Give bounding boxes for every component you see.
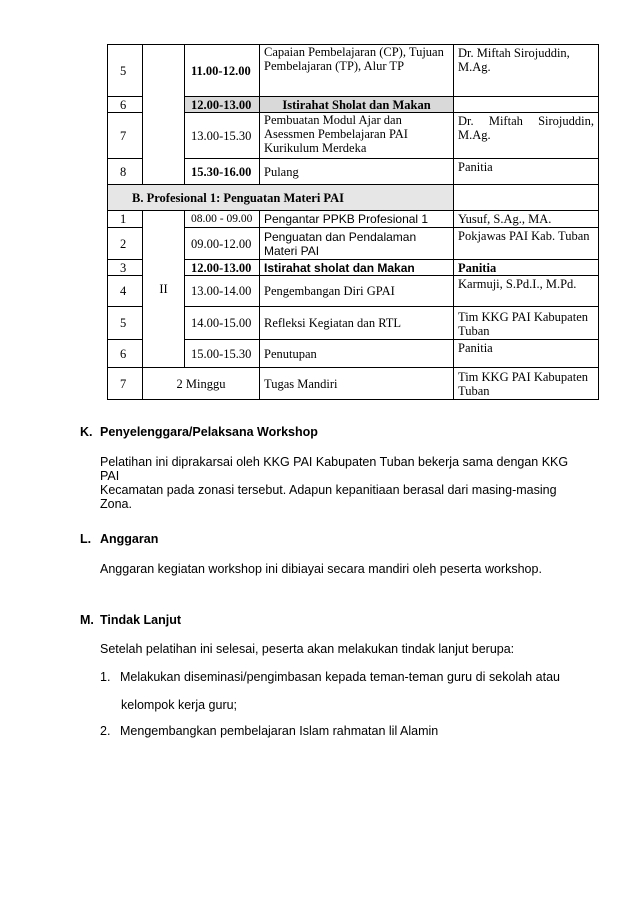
section-header-row <box>108 185 599 211</box>
section-letter: K. <box>80 425 93 439</box>
schedule-table <box>107 44 599 400</box>
time-cell: 11.00-12.00 <box>185 45 260 97</box>
time-cell: 15.00-15.30 <box>185 340 260 368</box>
section-m-heading <box>80 613 181 627</box>
section-k-heading <box>80 425 318 439</box>
list-number: 2. <box>100 724 111 738</box>
row-number: 5 <box>108 307 143 340</box>
list-text: Melakukan diseminasi/pengimbasan kepada teman-teman guru di sekolah atau <box>120 670 560 684</box>
row-number: 1 <box>108 211 143 228</box>
row-number: 2 <box>108 228 143 260</box>
person-in-charge-cell: Dr. Miftah Sirojuddin, M.Ag. <box>454 113 599 159</box>
section-header-blank <box>454 185 599 211</box>
section-letter: M. <box>80 613 94 627</box>
day-cell <box>143 45 185 185</box>
row-number: 6 <box>108 97 143 113</box>
section-title: Anggaran <box>100 532 159 546</box>
person-in-charge-cell: Panitia <box>454 260 599 276</box>
list-item-continuation: kelompok kerja guru; <box>121 698 238 712</box>
table-row <box>108 45 599 97</box>
section-b-title: B. Profesional 1: Penguatan Materi PAI <box>108 185 454 211</box>
activity-cell: Pembuatan Modul Ajar dan Asessmen Pembelajaran PAI Kurikulum Merdeka <box>260 113 454 159</box>
list-number: 1. <box>100 670 111 684</box>
list-text: Mengembangkan pembelajaran Islam rahmatan lil Alamin <box>120 724 439 738</box>
activity-cell: Pulang <box>260 159 454 185</box>
list-item <box>100 670 570 684</box>
section-letter: L. <box>80 532 92 546</box>
section-title: Tindak Lanjut <box>100 613 182 627</box>
activity-cell: Penguatan dan Pendalaman Materi PAI <box>260 228 454 260</box>
row-number: 7 <box>108 368 143 400</box>
row-number: 8 <box>108 159 143 185</box>
person-in-charge-cell: Yusuf, S.Ag., MA. <box>454 211 599 228</box>
row-number: 7 <box>108 113 143 159</box>
person-in-charge-cell: Panitia <box>454 159 599 185</box>
person-in-charge-cell: Pokjawas PAI Kab. Tuban <box>454 228 599 260</box>
person-in-charge-cell: Tim KKG PAI Kabupaten Tuban <box>454 307 599 340</box>
time-cell: 2 Minggu <box>143 368 260 400</box>
activity-cell: Istirahat Sholat dan Makan <box>260 97 454 113</box>
section-k-line-2: Kecamatan pada zonasi tersebut. Adapun kepanitiaan berasal dari masing-masing Zona. <box>100 483 557 511</box>
person-in-charge-cell: Tim KKG PAI Kabupaten Tuban <box>454 368 599 400</box>
row-number: 6 <box>108 340 143 368</box>
time-cell: 12.00-13.00 <box>185 260 260 276</box>
row-number: 3 <box>108 260 143 276</box>
activity-cell: Istirahat sholat dan Makan <box>260 260 454 276</box>
person-in-charge-cell: Karmuji, S.Pd.I., M.Pd. <box>454 276 599 307</box>
list-item <box>100 724 570 738</box>
row-number: 4 <box>108 276 143 307</box>
row-number: 5 <box>108 45 143 97</box>
time-cell: 08.00 - 09.00 <box>185 211 260 228</box>
activity-cell: Refleksi Kegiatan dan RTL <box>260 307 454 340</box>
activity-cell: Penutupan <box>260 340 454 368</box>
time-cell: 15.30-16.00 <box>185 159 260 185</box>
table-row <box>108 368 599 400</box>
person-in-charge-cell: Dr. Miftah Sirojuddin, M.Ag. <box>454 45 599 97</box>
activity-cell: Pengembangan Diri GPAI <box>260 276 454 307</box>
time-cell: 13.00-15.30 <box>185 113 260 159</box>
section-l-text: Anggaran kegiatan workshop ini dibiayai secara mandiri oleh peserta workshop. <box>100 562 542 576</box>
table-row <box>108 211 599 228</box>
activity-cell: Tugas Mandiri <box>260 368 454 400</box>
time-cell: 09.00-12.00 <box>185 228 260 260</box>
section-m-intro: Setelah pelatihan ini selesai, peserta akan melakukan tindak lanjut berupa: <box>100 642 515 656</box>
section-l-heading <box>80 532 158 546</box>
person-in-charge-cell <box>454 97 599 113</box>
person-in-charge-cell: Panitia <box>454 340 599 368</box>
day-cell: II <box>143 211 185 368</box>
time-cell: 12.00-13.00 <box>185 97 260 113</box>
time-cell: 13.00-14.00 <box>185 276 260 307</box>
section-k-line-1: Pelatihan ini diprakarsai oleh KKG PAI Kabupaten Tuban bekerja sama dengan KKG PAI <box>100 455 569 483</box>
section-title: Penyelenggara/Pelaksana Workshop <box>100 425 318 439</box>
activity-cell: Capaian Pembelajaran (CP), Tujuan Pembelajaran (TP), Alur TP <box>260 45 454 97</box>
activity-cell: Pengantar PPKB Profesional 1 <box>260 211 454 228</box>
time-cell: 14.00-15.00 <box>185 307 260 340</box>
